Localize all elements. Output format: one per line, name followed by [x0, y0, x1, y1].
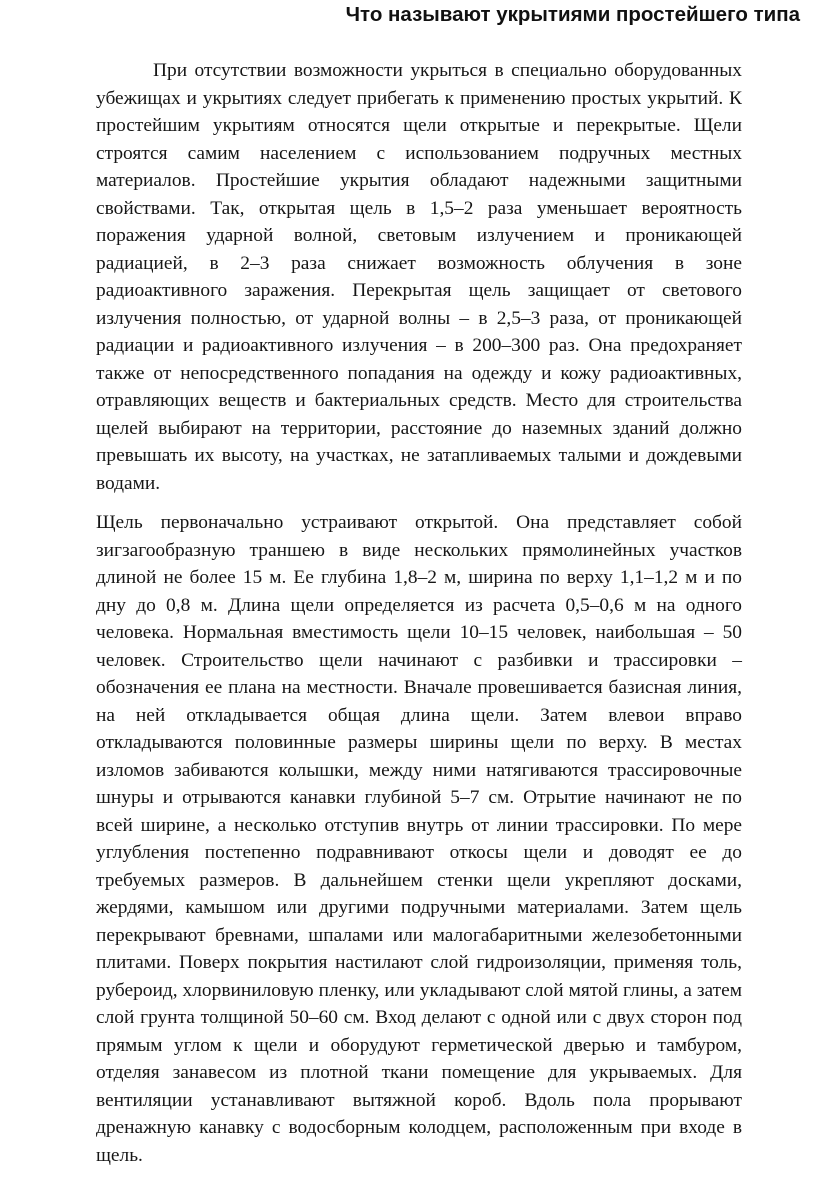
paragraph-construction: Щель первоначально устраивают открытой. Она представляет собой зигзагообразную траншею в виде нескольких прямолинейных участков длиной не более 15 м. Ее глубина 1,8–2 м, ширина по верху 1,1–1,2 м и по дну до 0,8 м. Длина щели определяется из расчета 0,5–0,6 м на одного человека. Нормальная вместимость щели 10–15 человек, наибольшая – 50 человек. Строительство щели начинают с разбивки и трассировки – обозначения ее плана на местности. Вначале провешивается базисная линия, на ней откладывается общая длина щели. Затем влевои вправо откладываются половинные размеры ширины щели по верху. В местах изломов забиваются колышки, между ними натягиваются трассировочные шнуры и отрываются канавки глубиной 5–7 см. Отрытие начинают не по всей ширине, а несколько отступив внутрь от линии трассировки. По мере углубления постепенно подравнивают откосы щели и доводят ее до требуемых размеров. В дальнейшем стенки щели укрепляют досками, жердями, камышом или другими подручными материалами. Затем щель перекрывают бревнами, шпалами или малогабаритными железобетонными плитами. Поверх покрытия настилают слой гидроизоляции, применяя толь, рубероид, хлорвиниловую пленку, или укладывают слой мятой глины, а затем слой грунта толщиной 50–60 см. Вход делают с одной или с двух сторон под прямым углом к щели и оборудуют герметической дверью и тамбуром, отделяя занавесом из плотной ткани помещение для укрываемых. Для вентиляции устанавливают вытяжной короб. Вдоль пола прорывают дренажную канавку с водосборным колодцем, расположенным при входе в щель. — [96, 512, 742, 1166]
page-title: Что называют укрытиями простейшего типа — [345, 3, 800, 26]
paragraph-intro: При отсутствии возможности укрыться в специально оборудованных убежищах и укрытиях следует прибегать к применению простых укрытий. К простейшим укрытиям относятся щели открытые и перекрытые. Щели строятся самим населением с использованием подручных местных материалов. Простейшие укрытия обладают надежными защитными свойствами. Так, открытая щель в 1,5–2 раза уменьшает вероятность поражения ударной волной, световым излучением и проникающей радиацией, в 2–3 раза снижает возможность облучения в зоне радиоактивного заражения. Перекрытая щель защищает от светового излучения полностью, от ударной волны – в 2,5–3 раза, от проникающей радиации и радиоактивного излучения – в 200–300 раз. Она предохраняет также от непосредственного попадания на одежду и кожу радиоактивных, отравляющих веществ и бактериальных средств. Место для строительства щелей выбирают на территории, расстояние до наземных зданий должно превышать их высоту, на участках, не затапливаемых талыми и дождевыми водами. — [96, 60, 742, 494]
